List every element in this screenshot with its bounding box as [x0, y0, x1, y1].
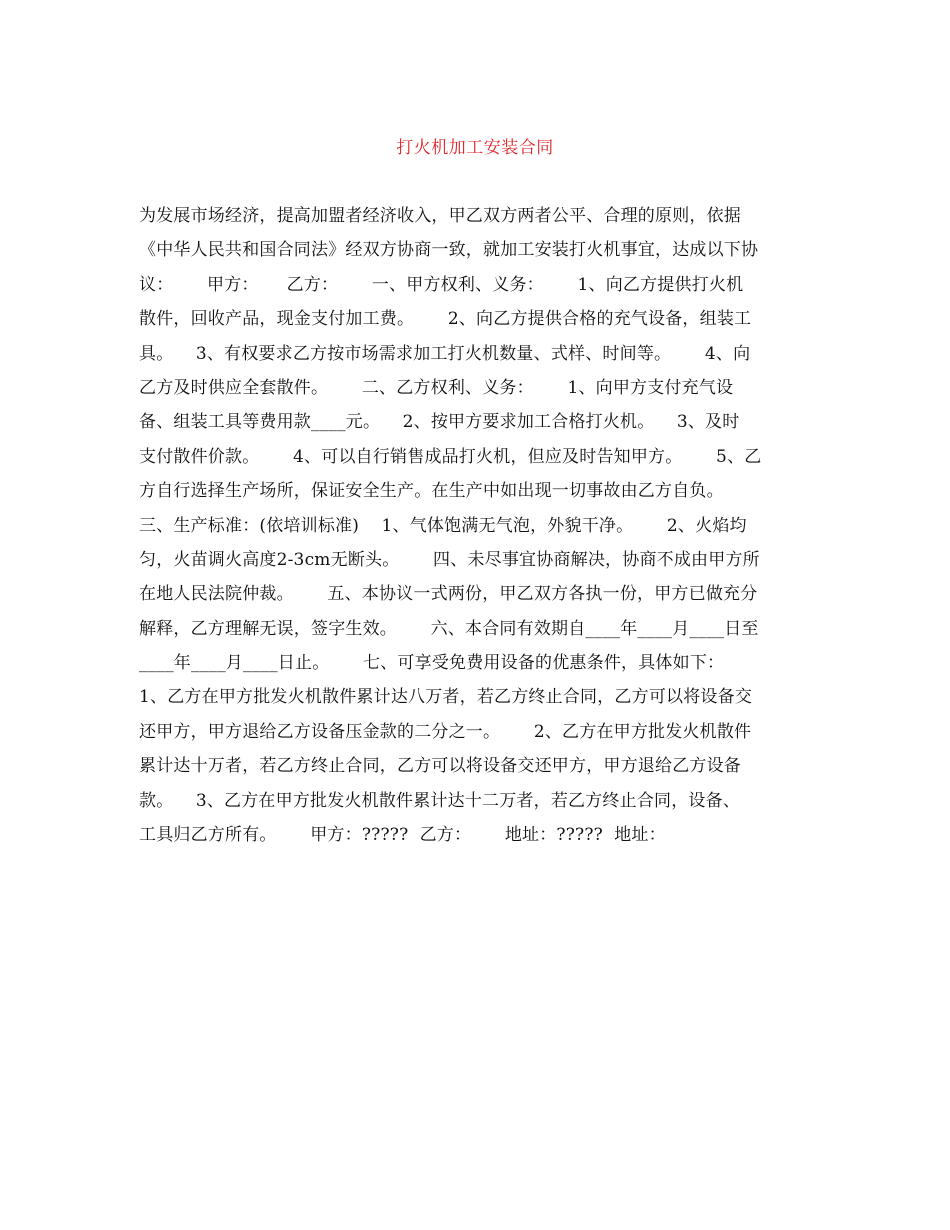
body-line: 1、乙方在甲方批发火机散件累计达八万者，若乙方终止合同，乙方可以将设备交 — [139, 687, 753, 708]
body-line: 《中华人民共和国合同法》经双方协商一致，就加工安装打火机事宜，达成以下协 — [139, 240, 759, 261]
body-line: 累计达十万者，若乙方终止合同，乙方可以将设备交还甲方，甲方退给乙方设备 — [139, 756, 741, 777]
body-line: ____年____月____日止。 七、可享受免费用设备的优惠条件，具体如下： — [139, 653, 725, 674]
body-line: 方自行选择生产场所，保证安全生产。在生产中如出现一切事故由乙方自负。 — [139, 481, 724, 502]
body-line: 散件，回收产品，现金支付加工费。 2、向乙方提供合格的充气设备，组装工 — [139, 309, 752, 330]
body-line: 议： 甲方： 乙方： 一、甲方权利、义务： 1、向乙方提供打火机 — [139, 274, 744, 295]
body-line: 工具归乙方所有。 甲方：????? 乙方： 地址：????? 地址： — [139, 825, 666, 846]
body-line: 支付散件价款。 4、可以自行销售成品打火机，但应及时告知甲方。 5、乙 — [139, 446, 762, 467]
body-line: 备、组装工具等费用款____元。 2、按甲方要求加工合格打火机。 3、及时 — [139, 412, 740, 433]
body-line: 款。 3、乙方在甲方批发火机散件累计达十二万者，若乙方终止合同，设备、 — [139, 790, 741, 811]
document-title: 打火机加工安装合同 — [396, 138, 554, 158]
body-line: 为发展市场经济，提高加盟者经济收入，甲乙双方两者公平、合理的原则，依据 — [139, 206, 741, 226]
body-line: 具。 3、有权要求乙方按市场需求加工打火机数量、式样、时间等。 4、向 — [139, 343, 751, 364]
body-line: 乙方及时供应全套散件。 二、乙方权利、义务： 1、向甲方支付充气设 — [139, 377, 734, 398]
body-line: 还甲方，甲方退给乙方设备压金款的二分之一。 2、乙方在甲方批发火机散件 — [139, 721, 752, 742]
body-line: 匀，火苗调火高度2-3cm无断头。 四、未尽事宜协商解决，协商不成由甲方所 — [139, 549, 760, 570]
body-line: 三、生产标准：(依培训标准) 1、气体饱满无气泡，外貌干净。 2、火焰均 — [139, 515, 747, 536]
body-line: 解释，乙方理解无误，签字生效。 六、本合同有效期自____年____月____日至 — [139, 618, 759, 639]
contract-body — [139, 199, 811, 852]
body-line: 在地人民法院仲裁。 五、本协议一式两份，甲乙双方各执一份，甲方已做充分 — [139, 584, 758, 605]
